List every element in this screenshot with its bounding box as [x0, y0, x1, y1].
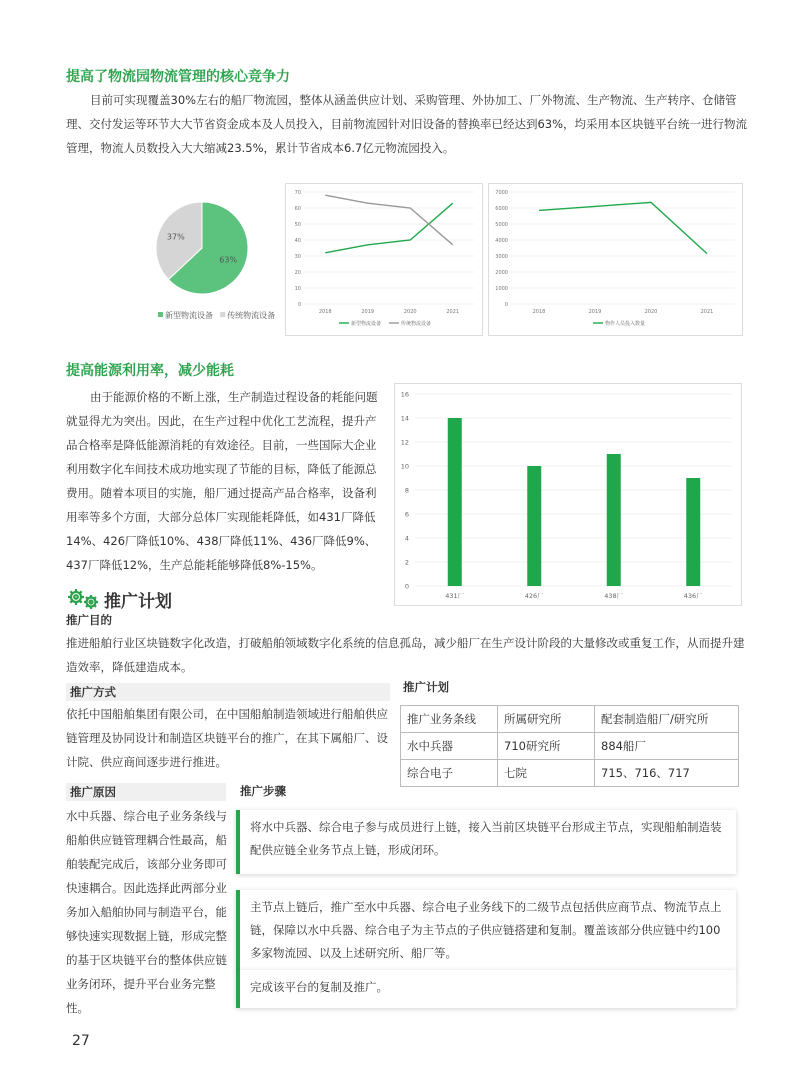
y-tick-label: 0: [504, 302, 508, 308]
step-text: 主节点上链后，推广至水中兵器、综合电子业务线下的二级节点包括供应商节点、物流节点上链，保障以水中兵器、综合电子为主节点的子供应链搭建和复制。覆盖该部分供应链中约100多家物流园、以及上述研究所、船厂等。: [250, 900, 722, 960]
legend-label: 新型物流设备: [351, 321, 382, 327]
table-header-cell: 推广业务条线: [401, 706, 498, 733]
legend-label: 物作人员投入数量: [605, 321, 646, 327]
promo-title: 推广计划: [104, 591, 172, 612]
plan-heading: 推广计划: [403, 680, 449, 694]
y-tick-label: 60: [294, 206, 301, 212]
y-tick-label: 14: [400, 414, 409, 423]
y-tick-label: 7000: [495, 190, 508, 196]
table-cell: 884船厂: [595, 733, 739, 760]
bar: [607, 454, 621, 586]
promo-header: [66, 586, 172, 612]
section-body-energy: 由于能源价格的不断上涨，生产制造过程设备的耗能问题就显得尤为突出。因此，在生产过程中优化工艺流程，提升产品合格率是降低能源消耗的有效途径。目前，一些国际大企业利用数字化车间技术成功地实现了节能的目标，降低了能源总费用。随着本项目的实施，船厂通过提高产品合格率，设备利用率等多个方面，大部分总体厂实现能耗降低，如431厂降低14%、426厂降低10%、438厂降低11%、436厂降低9%、437厂降低12%，生产总能耗能够降低8%-15%。: [66, 390, 378, 572]
table-row: [401, 733, 739, 760]
y-tick-label: 16: [400, 390, 409, 399]
steps-heading: 推广步骤: [240, 784, 286, 798]
x-tick-label: 2020: [403, 309, 417, 315]
x-tick-label: 2018: [318, 309, 332, 315]
y-tick-label: 20: [294, 270, 301, 276]
page-number: 27: [72, 1033, 90, 1049]
purpose-body: 推进船舶行业区块链数字化改造，打破船舶领域数字化系统的信息孤岛，减少船厂在生产设计阶段的大量修改或重复工作，从而提升建造效率，降低建造成本。: [66, 636, 745, 674]
y-tick-label: 6: [404, 510, 409, 519]
gears-icon: [66, 587, 102, 611]
y-tick-label: 0: [297, 302, 301, 308]
plan-table: [400, 705, 739, 787]
y-tick-label: 5000: [495, 222, 508, 228]
table-cell: 综合电子: [401, 760, 498, 787]
section-title-logistics: 提高了物流园物流管理的核心竞争力: [66, 69, 290, 85]
table-row: [401, 760, 739, 787]
y-tick-label: 1000: [495, 286, 508, 292]
x-tick-label: 2021: [446, 309, 460, 315]
y-tick-label: 3000: [495, 254, 508, 260]
step-card-2: [236, 890, 736, 971]
y-tick-label: 70: [294, 190, 301, 196]
y-tick-label: 30: [294, 254, 301, 260]
y-tick-label: 4: [404, 534, 409, 543]
table-cell: 七院: [498, 760, 595, 787]
table-header-cell: 所属研究所: [498, 706, 595, 733]
y-tick-label: 10: [400, 462, 409, 471]
legend-swatch: [158, 312, 163, 317]
legend-label: 传统物流设备: [401, 321, 432, 327]
purpose-heading: 推广目的: [66, 613, 112, 627]
legend-label: 新型物流设备: [165, 311, 213, 320]
y-tick-label: 10: [294, 286, 301, 292]
y-tick-label: 4000: [495, 238, 508, 244]
y-tick-label: 2: [404, 558, 409, 567]
legend-label: 传统物流设备: [227, 311, 276, 320]
pie-slice-label: 37%: [166, 232, 185, 242]
y-tick-label: 6000: [495, 206, 508, 212]
table-header-cell: 配套制造船厂/研究所: [595, 706, 739, 733]
x-tick-label: 2019: [588, 309, 602, 315]
x-tick-label: 2018: [532, 309, 546, 315]
x-tick-label: 2020: [644, 309, 658, 315]
y-tick-label: 8: [404, 486, 409, 495]
series-line: [539, 202, 707, 253]
table-header-row: [401, 706, 739, 733]
x-tick-label: 2021: [700, 309, 714, 315]
method-body: 依托中国船舶集团有限公司，在中国船舶制造领域进行船舶供应链管理及协同设计和制造区块链平台的推广，在其下属船厂、设计院、供应商间逐步进行推进。: [66, 707, 388, 769]
bar: [527, 466, 541, 586]
y-tick-label: 0: [404, 582, 409, 591]
y-tick-label: 40: [294, 238, 301, 244]
method-heading: 推广方式: [66, 683, 390, 701]
y-tick-label: 12: [400, 438, 409, 447]
step-text: 完成该平台的复制及推广。: [250, 980, 388, 994]
bar-chart-energy: [394, 383, 742, 606]
step-card-3: [236, 970, 736, 1008]
section-body-logistics: 目前可实现覆盖30%左右的船厂物流园，整体从涵盖供应计划、采购管理、外协加工、厂外物流、生产物流、生产转序、仓储管理、交付发运等环节大大节省资金成本及人员投入，目前物流园针对旧设备的替换率已经达到63%，均采用本区块链平台统一进行物流管理，物流人员数投入大大缩减23.5%，累计节省成本6.7亿元物流园投入。: [66, 93, 748, 155]
step-text: 将水中兵器、综合电子参与成员进行上链，接入当前区块链平台形成主节点，实现船舶制造装配供应链全业务节点上链，形成闭环。: [250, 820, 722, 857]
table-cell: 715、716、717: [595, 760, 739, 787]
reason-body: 水中兵器、综合电子业务条线与船舶供应链管理耦合性最高，船舶装配完成后，该部分业务即可快速耦合。因此选择此两部分业务加入船舶协同与制造平台，能够快速实现数据上链，形成完整的基于区块链平台的整体供应链业务闭环，提升平台业务完整性。: [66, 809, 227, 1015]
section-title-energy: 提高能源利用率，减少能耗: [66, 363, 234, 379]
line-chart-staff: [488, 183, 743, 336]
x-tick-label: 2019: [361, 309, 375, 315]
y-tick-label: 50: [294, 222, 301, 228]
step-card-1: [236, 810, 736, 874]
x-tick-label: 426厂: [524, 592, 544, 600]
line-chart-equipment: [285, 183, 483, 336]
pie-chart: [140, 188, 280, 328]
y-tick-label: 2000: [495, 270, 508, 276]
pie-slice-label: 63%: [219, 255, 238, 265]
x-tick-label: 436厂: [683, 592, 703, 600]
reason-heading: 推广原因: [66, 783, 226, 801]
bar: [448, 418, 462, 586]
x-tick-label: 431厂: [445, 592, 465, 600]
x-tick-label: 438厂: [604, 592, 624, 600]
table-cell: 水中兵器: [401, 733, 498, 760]
legend-swatch: [220, 312, 225, 317]
bar: [686, 478, 700, 586]
table-cell: 710研究所: [498, 733, 595, 760]
